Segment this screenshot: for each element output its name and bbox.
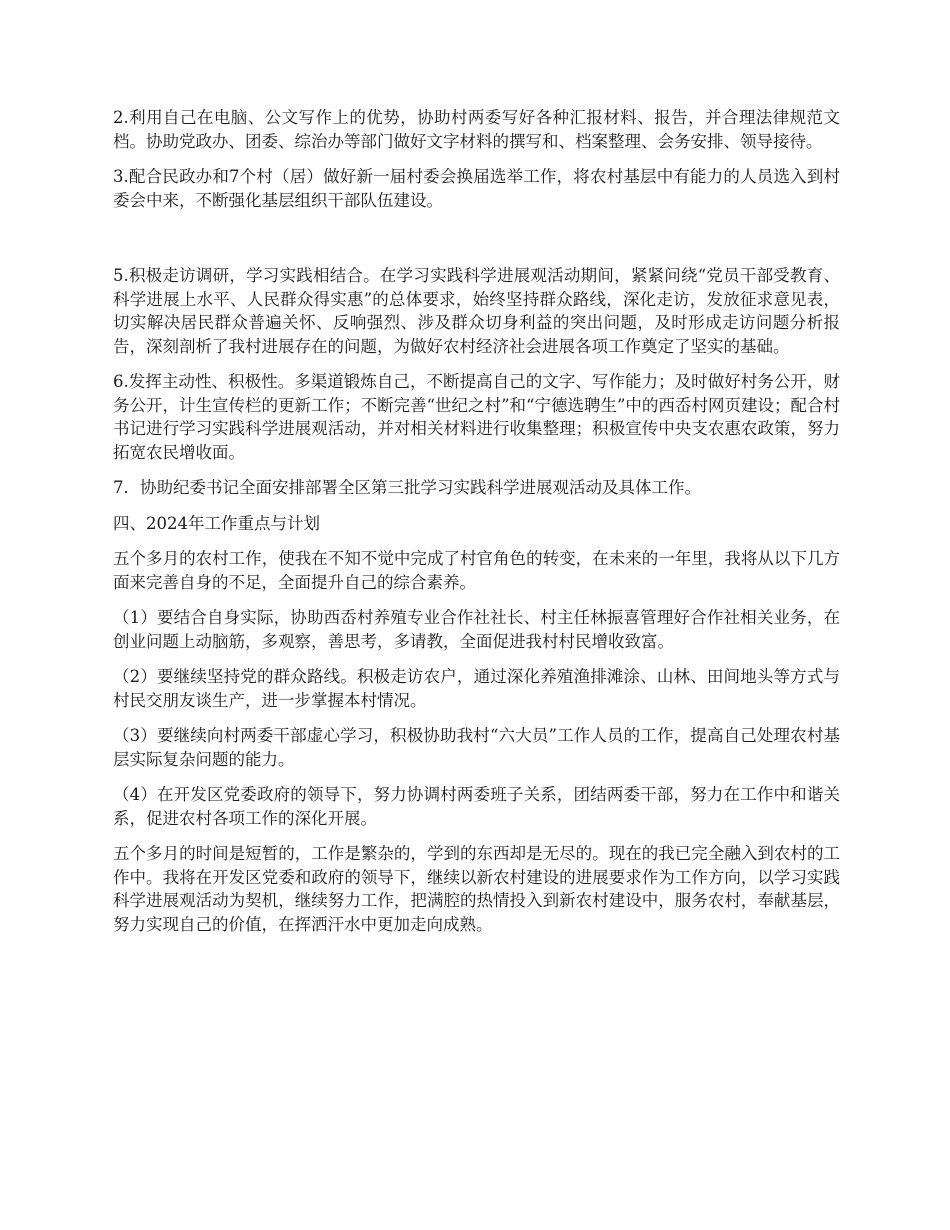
closing-paragraph: 五个多月的时间是短暂的，工作是繁杂的，学到的东西却是无尽的。现在的我已完全融入到农村的工作中。我将在开发区党委和政府的领导下，继续以新农村建设的进展要求作为工作方向，以学习实践科学进展观活动为契机，继续努力工作，把满腔的热情投入到新农村建设中，服务农村，奉献基层，努力实现自己的价值，在挥洒汗水中更加走向成熟。 (113, 844, 840, 934)
plan-item-2: （2）要继续坚持党的群众路线。积极走访农户，通过深化养殖渔排滩涂、山林、田间地头等方式与村民交朋友谈生产，进一步掌握本村情况。 (113, 667, 840, 710)
section-heading: 四、2024年工作重点与计划 (113, 513, 320, 533)
paragraph-item-5: 5.积极走访调研，学习实践相结合。在学习实践科学进展观活动期间，紧紧问绕“党员干部受教育、科学进展上水平、人民群众得实惠”的总体要求，始终坚持群众路线，深化走访，发放征求意见表，切实解决居民群众普遍关怀、反响强烈、涉及群众切身利益的突出问题，及时形成走访问题分析报告，深刻剖析了我村进展存在的问题，为做好农村经济社会进展各项工作奠定了坚实的基础。 (113, 266, 840, 356)
plan-item-3: （3）要继续向村两委干部虚心学习，积极协助我村“六大员”工作人员的工作，提高自己处理农村基层实际复杂问题的能力。 (113, 726, 840, 769)
blank-gap (113, 224, 840, 264)
paragraph-item-2: 2.利用自己在电脑、公文写作上的优势，协助村两委写好各种汇报材料、报告，并合理法律规范文档。协助党政办、团委、综治办等部门做好文字材料的撰写和、档案整理、会务安排、领导接待。 (113, 108, 840, 151)
plan-item-1: （1）要结合自身实际，协助西岙村养殖专业合作社社长、村主任林振喜管理好合作社相关业务，在创业问题上动脑筋，多观察，善思考，多请教，全面促进我村村民增收致富。 (113, 608, 840, 651)
paragraph-item-3: 3.配合民政办和7个村（居）做好新一届村委会换届选举工作，将农村基层中有能力的人员选入到村委会中来，不断强化基层组织干部队伍建设。 (113, 167, 840, 210)
paragraph-item-6: 6.发挥主动性、积极性。多渠道锻炼自己，不断提高自己的文字、写作能力；及时做好村务公开，财务公开，计生宣传栏的更新工作；不断完善“世纪之村”和“宁德选聘生”中的西岙村网页建设；配合村书记进行学习实践科学进展观活动，并对相关材料进行收集整理；积极宣传中央支农惠农政策，努力拓宽农民增收面。 (113, 372, 840, 462)
document-page (113, 106, 840, 948)
plan-item-4: （4）在开发区党委政府的领导下，努力协调村两委班子关系，团结两委干部，努力在工作中和谐关系，促进农村各项工作的深化开展。 (113, 785, 840, 828)
paragraph-item-7: 7．协助纪委书记全面安排部署全区第三批学习实践科学进展观活动及具体工作。 (113, 478, 701, 497)
plan-intro-paragraph: 五个多月的农村工作，使我在不知不觉中完成了村官角色的转变，在未来的一年里，我将从以下几方面来完善自身的不足，全面提升自己的综合素养。 (113, 549, 840, 592)
